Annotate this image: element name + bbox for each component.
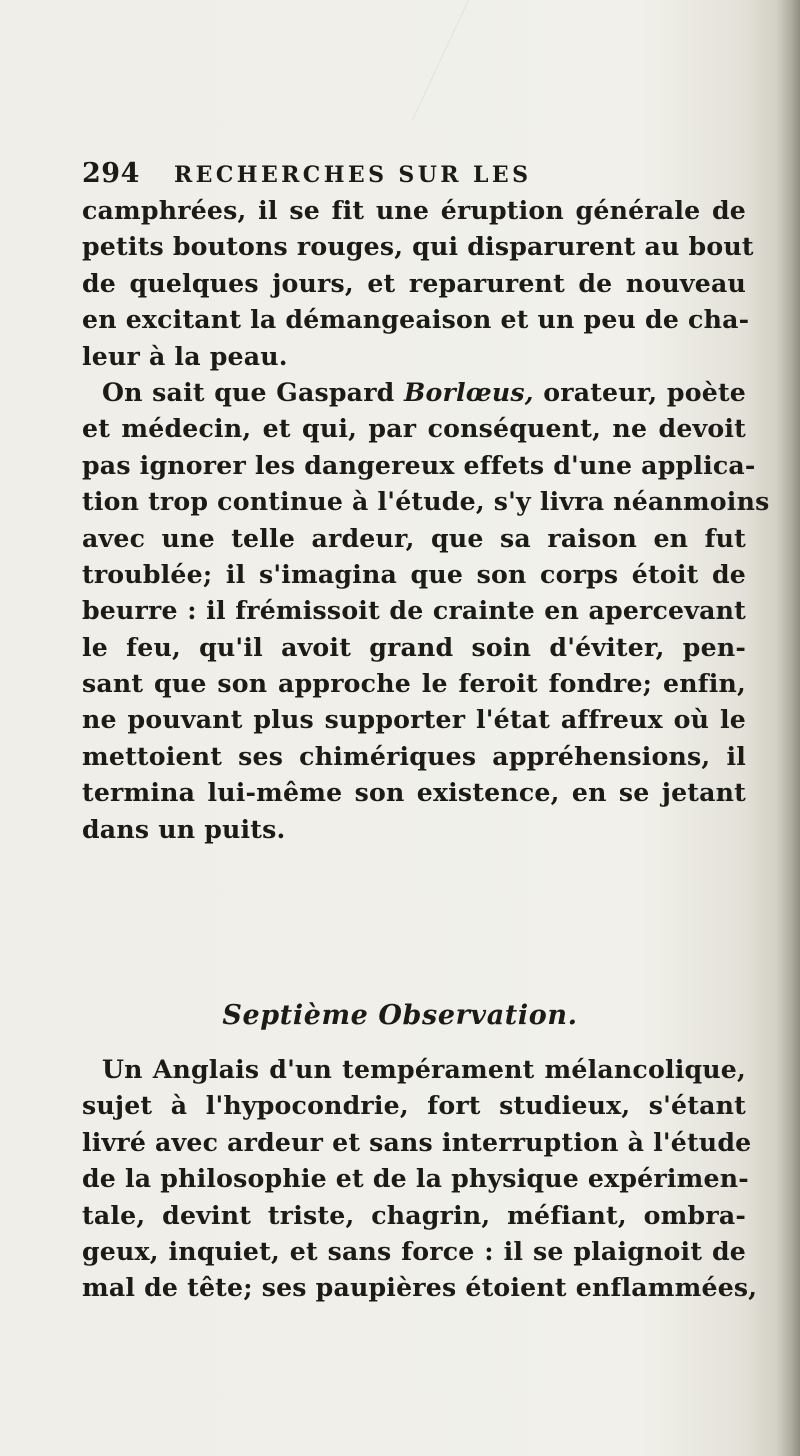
text-fragment: On sait que Gaspard <box>102 376 405 407</box>
page-header <box>82 158 742 194</box>
text-line: troublée; il s'imagina que son corps étoit de <box>82 558 746 589</box>
text-line: tion trop continue à l'étude, s'y livra néanmoins <box>82 486 770 517</box>
text-line: mettoient ses chimériques appréhensions, il <box>82 740 746 771</box>
page-number: 294 <box>82 158 140 189</box>
page-crease <box>412 0 529 120</box>
text-line: de quelques jours, et reparurent de nouveau <box>82 267 746 298</box>
text-line: livré avec ardeur et sans interruption à l'étude <box>82 1126 752 1157</box>
text-line: sujet à l'hypocondrie, fort studieux, s'étant <box>82 1090 746 1121</box>
text-line: le feu, qu'il avoit grand soin d'éviter, pen- <box>82 631 746 662</box>
text-line: ne pouvant plus supporter l'état affreux où le <box>82 704 746 735</box>
text-line: et médecin, et qui, par conséquent, ne devoit <box>82 413 746 444</box>
text-line: avec une telle ardeur, que sa raison en fut <box>82 522 746 553</box>
body-text-upper <box>82 192 770 847</box>
text-line-with-name <box>82 374 746 410</box>
text-line: beurre : il frémissoit de crainte en apercevant <box>82 595 746 626</box>
text-line: termina lui-même son existence, en se jetant <box>82 777 746 808</box>
text-line: dans un puits. <box>82 813 286 844</box>
running-title: RECHERCHES SUR LES <box>174 162 532 188</box>
text-fragment: orateur, poète <box>533 376 747 407</box>
spine-shadow <box>776 0 800 1456</box>
text-line: geux, inquiet, et sans force : il se plaignoit de <box>82 1235 746 1266</box>
text-line: petits boutons rouges, qui disparurent au bout <box>82 231 754 262</box>
text-line: de la philosophie et de la physique expérimen- <box>82 1163 749 1194</box>
text-line: pas ignorer les dangereux effets d'une applica- <box>82 449 756 480</box>
text-line: sant que son approche le feroit fondre; enfin, <box>82 668 746 699</box>
person-name: Borlœus, <box>404 376 534 407</box>
text-line: leur à la peau. <box>82 340 288 371</box>
section-heading: Septième Observation. <box>222 1000 578 1031</box>
text-line: Un Anglais d'un tempérament mélancolique, <box>102 1054 746 1084</box>
text-line: tale, devint triste, chagrin, méfiant, ombra- <box>82 1199 746 1230</box>
body-text-lower <box>82 1051 758 1306</box>
text-line: mal de tête; ses paupières étoient enflammées, <box>82 1272 758 1303</box>
text-line: camphrées, il se fit une éruption générale de <box>82 195 746 225</box>
text-line: en excitant la démangeaison et un peu de cha- <box>82 304 750 335</box>
